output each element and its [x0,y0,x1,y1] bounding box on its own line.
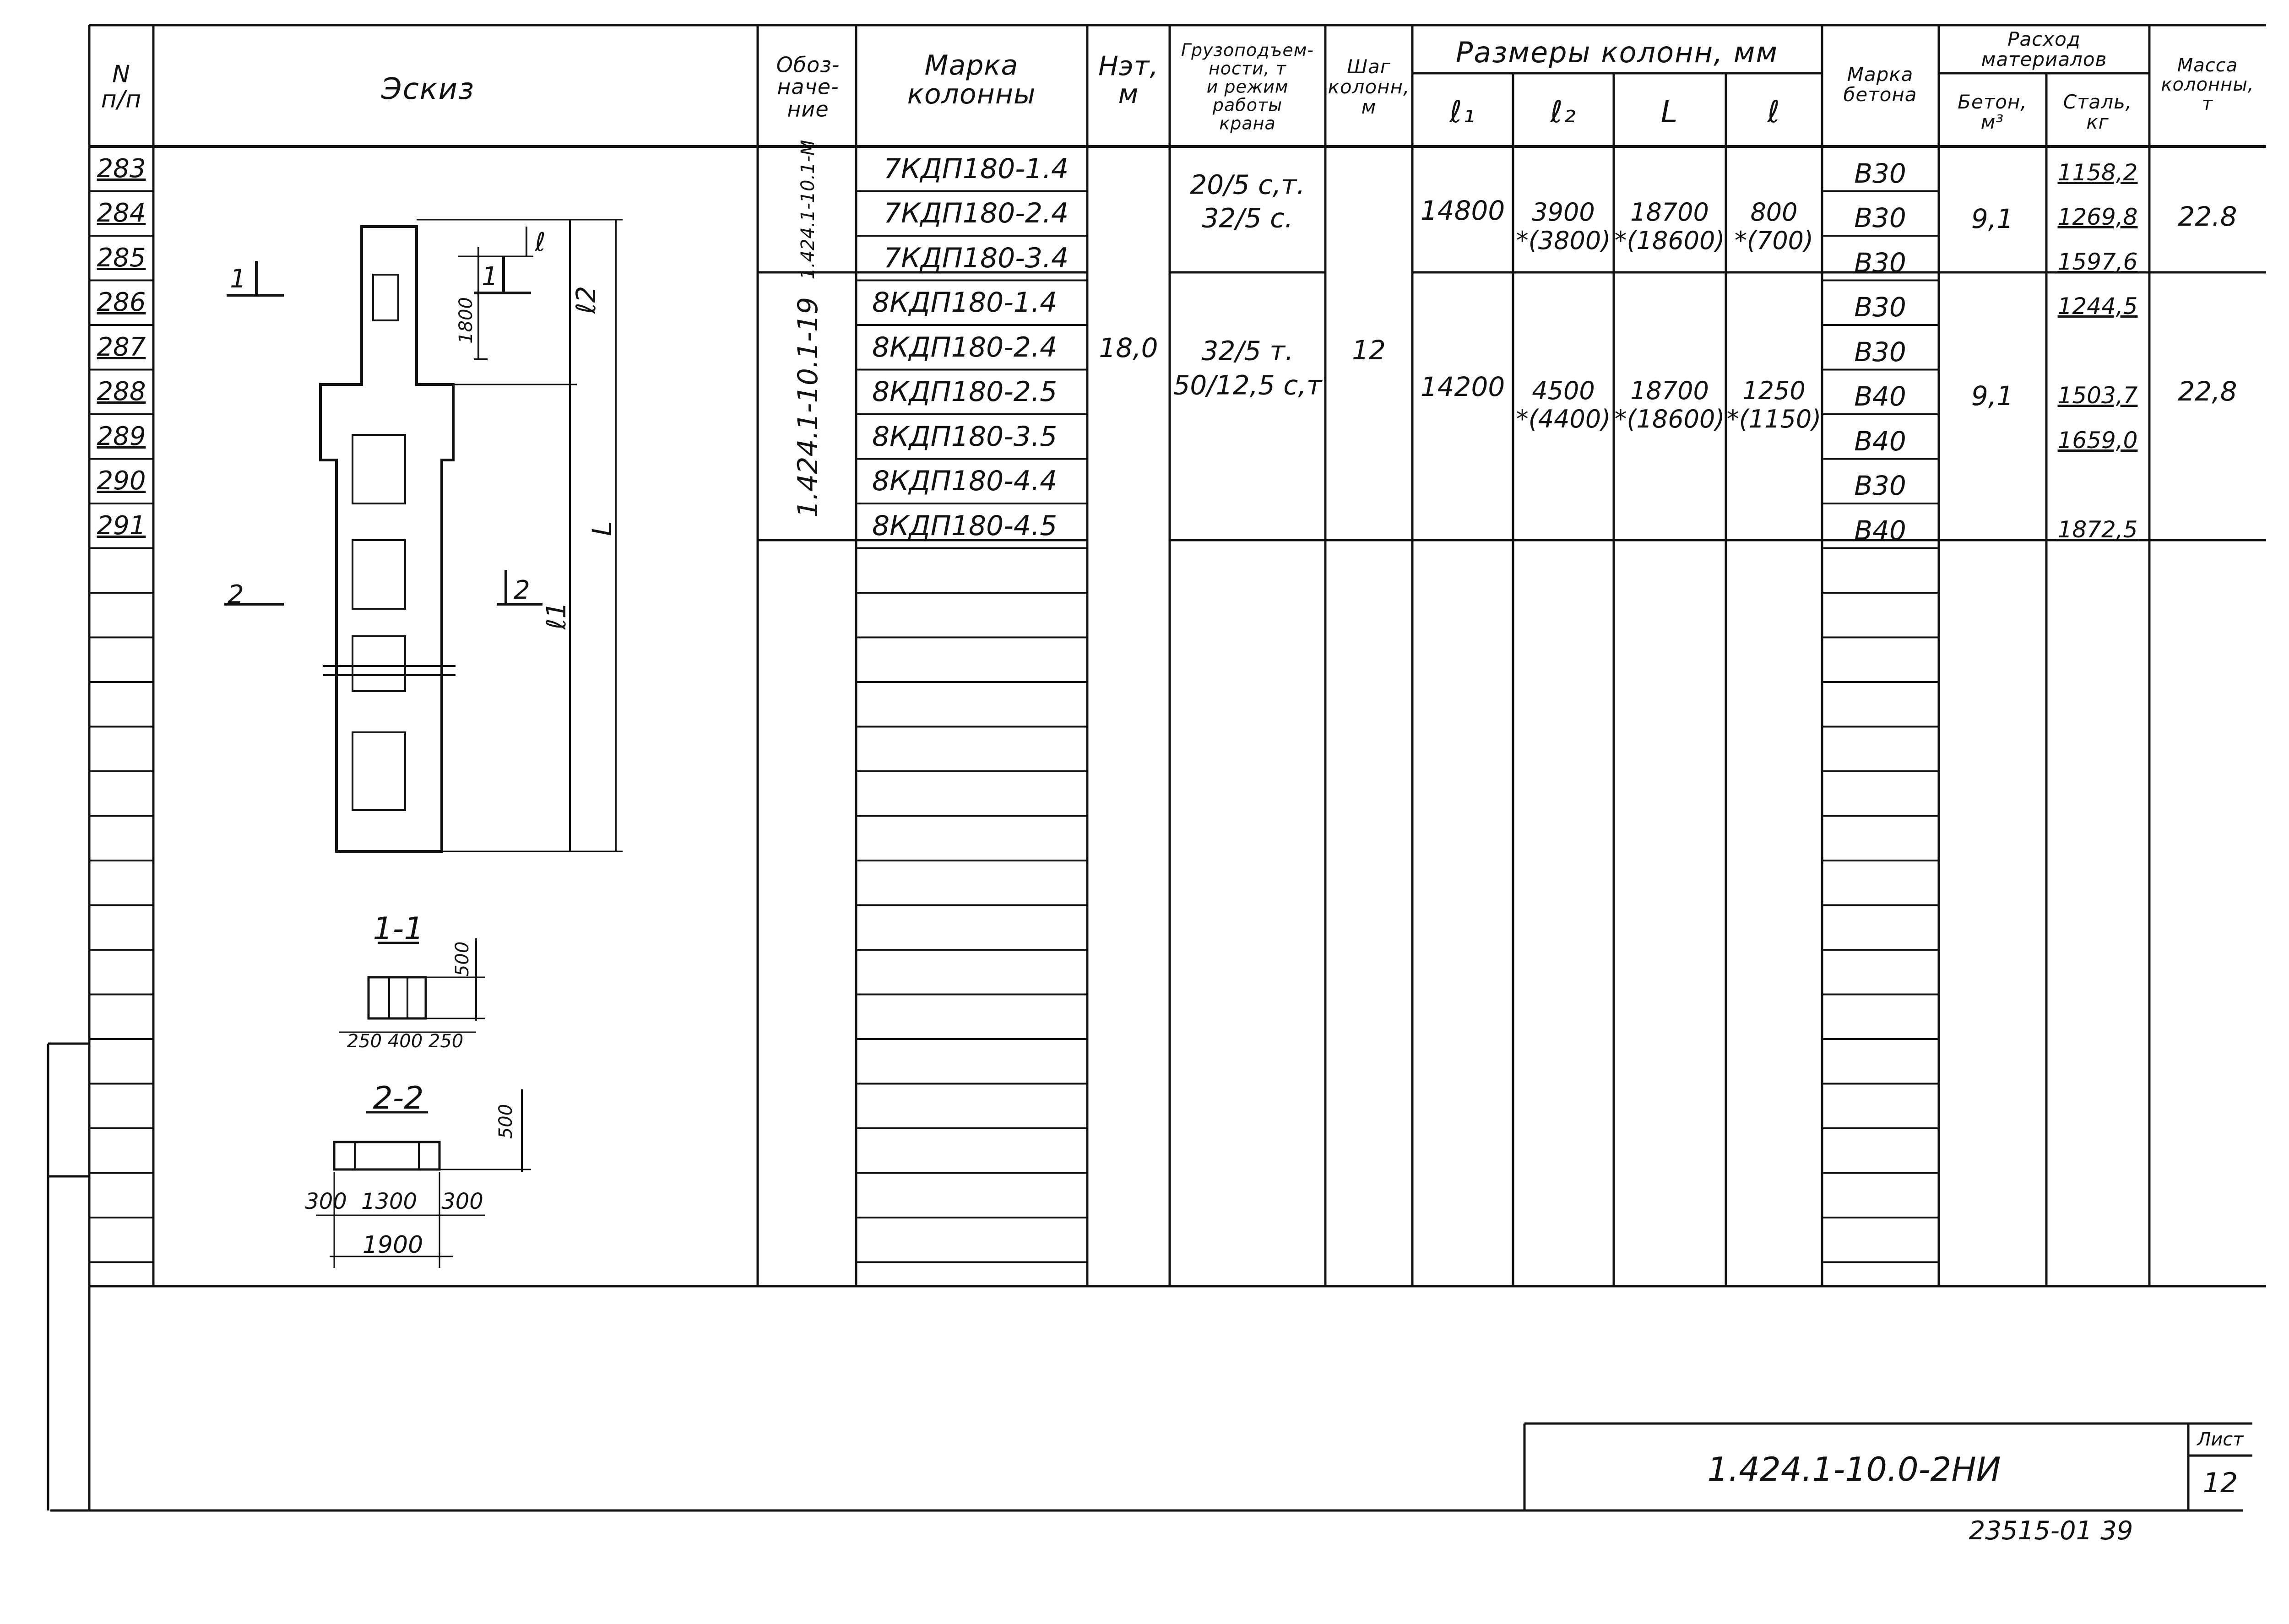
section-2-2-total: 1900 [362,1231,423,1259]
row-number: 291 [97,510,146,541]
row-number: 289 [97,421,146,451]
row-number: 284 [97,198,146,228]
group2-concrete: 9,1 [1971,380,2014,411]
row-concrete-grade: В40 [1854,425,1906,457]
sheet-number: 12 [2202,1467,2238,1499]
section-2-2-dim-b: 1300 [361,1189,418,1214]
header-concrete: Бетон, м³ [1958,90,2027,133]
row-mark: 8КДП180-2.4 [872,331,1058,363]
row-number: 287 [97,332,146,362]
row-number: 285 [97,243,146,273]
group2-capacity: 32/5 т. 50/12,5 с,т [1173,335,1322,401]
row-concrete-grade: В30 [1854,202,1906,234]
header-mark: Марка колонны [907,49,1036,110]
row-steel: 1244,5 [2057,293,2138,320]
row-number: 290 [97,466,146,496]
group1-l1: 14800 [1420,195,1505,226]
header-sketch: Эскиз [381,72,475,106]
archive-number: 23515-01 39 [1969,1516,2133,1546]
label-l2: ℓ2 [570,286,602,314]
row-concrete-grade: В40 [1854,381,1906,412]
row-steel: 1269,8 [2057,204,2138,231]
label-L: L [586,521,618,536]
header-h: Нэт, м [1098,50,1159,109]
row-mark: 7КДП180-3.4 [884,242,1069,274]
row-mark: 8КДП180-4.4 [872,465,1058,498]
group1-l2: 3900 *(3800) [1516,197,1611,255]
group1-capacity: 20/5 с,т. 32/5 с. [1190,169,1305,233]
row-mark: 7КДП180-2.4 [884,197,1069,230]
header-l1: ℓ₁ [1449,94,1476,130]
group2-designation: 1.424.1-10.1-19 [792,297,824,518]
row-steel: 1503,7 [2057,382,2138,409]
group1-L: 18700 *(18600) [1614,197,1725,255]
group2-mass: 22,8 [2178,376,2237,407]
row-mark: 8КДП180-2.5 [872,376,1058,408]
header-step: Шаг колонн, м [1328,55,1410,119]
label-1800: 1800 [456,297,477,344]
row-concrete-grade: В40 [1854,514,1906,546]
section-2-2-title: 2-2 [373,1080,424,1116]
section-1-1-widths: 250 400 250 [347,1031,464,1052]
row-mark: 8КДП180-4.5 [872,509,1058,542]
header-l: ℓ [1767,94,1781,130]
section-1-1-height: 500 [452,941,473,977]
section-2-2-height: 500 [495,1104,516,1139]
row-mark: 8КДП180-1.4 [872,287,1058,319]
row-concrete-grade: В30 [1854,336,1906,368]
row-steel: 1659,0 [2057,427,2138,454]
section-mark-1-left: 1 [230,264,246,294]
section-2-2-dim-a: 300 [305,1189,347,1214]
group2-l: 1250 *(1150) [1726,376,1822,433]
sheet-label: Лист [2197,1429,2244,1450]
row-mark: 8КДП180-3.5 [872,420,1058,453]
header-steel: Сталь, кг [2063,90,2132,133]
group1-l: 800 *(700) [1734,197,1814,255]
header-mass: Масса колонны, т [2161,55,2254,114]
section-mark-1-right: 1 [482,262,498,292]
header-designation: Обоз- наче- ние [776,52,840,122]
header-concrete-grade: Марка бетона [1843,63,1917,106]
header-num: N п/п [101,60,142,113]
group2-l1: 14200 [1420,371,1505,402]
row-steel: 1158,2 [2057,159,2138,186]
section-mark-2-left: 2 [228,580,244,610]
row-steel: 1597,6 [2057,248,2138,275]
section-mark-2-right: 2 [514,575,530,605]
row-number: 283 [97,153,146,184]
label-l: ℓ [535,227,546,257]
column-elevation [224,220,623,851]
row-number: 288 [97,377,146,407]
row-steel: 1872,5 [2057,516,2138,543]
header-l2: ℓ₂ [1550,94,1577,130]
document-code: 1.424.1-10.0-2НИ [1707,1450,2001,1489]
group1-designation: 1.424.1-10.1-М [797,140,819,280]
row-number: 286 [97,287,146,318]
header-capacity: Грузоподъем- ности, т и режим работы крана [1181,40,1314,133]
row-concrete-grade: В30 [1854,157,1906,189]
label-l1: ℓ1 [541,601,572,630]
section-2-2-dim-c: 300 [441,1189,483,1214]
row-concrete-grade: В30 [1854,292,1906,323]
header-L: L [1660,94,1679,130]
step-value: 12 [1352,335,1386,366]
row-mark: 7КДП180-1.4 [884,152,1069,185]
header-dims: Размеры колонн, мм [1455,36,1779,69]
group1-mass: 22.8 [2178,201,2237,232]
row-concrete-grade: В30 [1854,247,1906,278]
group2-l2: 4500 *(4400) [1516,376,1611,433]
section-1-1-title: 1-1 [373,911,424,947]
row-concrete-grade: В30 [1854,470,1906,502]
group1-concrete: 9,1 [1971,203,2014,234]
h-value: 18,0 [1099,332,1158,363]
header-materials: Расход материалов [1981,27,2107,70]
group2-L: 18700 *(18600) [1614,376,1725,433]
